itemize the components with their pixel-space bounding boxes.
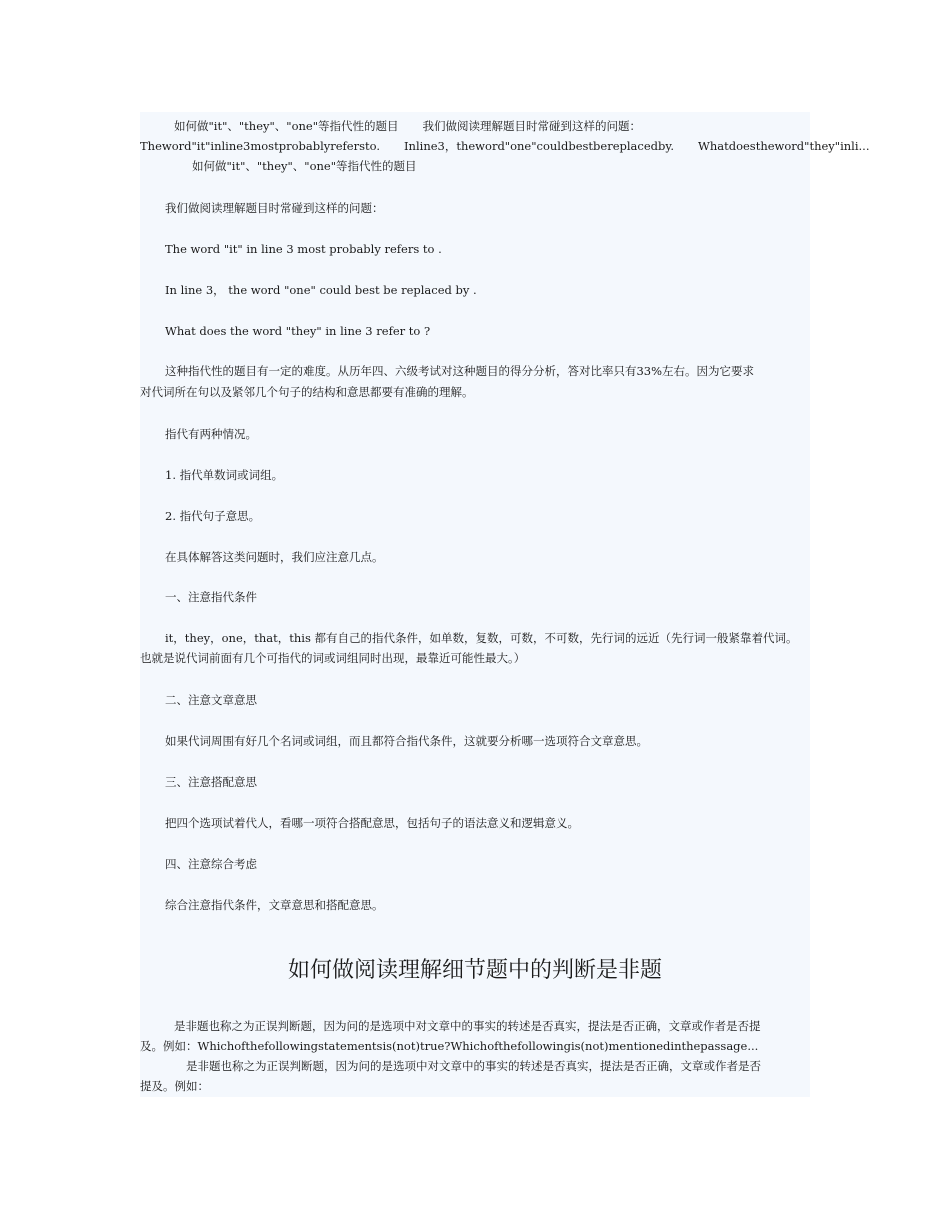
article1-example-it: The word "it" in line 3 most probably refers to . [165,242,442,256]
summary-line-2 [140,138,869,154]
article1-tip1-body-line-1: it，they，one，that，this 都有自己的指代条件，如单数，复数，可数，不可数，先行词的远近（先行词一般紧靠着代词。 [165,631,798,645]
article1-difficulty-line-2: 对代词所在句以及紧邻几个句子的结构和意思都要有准确的理解。 [140,385,474,399]
article1-case-2: 2. 指代句子意思。 [165,509,261,523]
article1-paragraph-1: 我们做阅读理解题目时常碰到这样的问题： [165,201,384,215]
article1-tip4-body: 综合注意指代条件，文章意思和搭配意思。 [165,898,384,912]
article-container [140,112,870,1097]
article1-example-one: In line 3， the word "one" could best be replaced by . [165,283,477,297]
article2-summary-line-2: 及。例如：Whichofthefollowingstatementsis(not)true?Whichofthefollowingis(not)mentionedinthepassage... [140,1039,759,1053]
article1-difficulty-line-1: 这种指代性的题目有一定的难度。从历年四、六级考试对这种题目的得分分析，答对比率只有33%左右。因为它要求 [165,364,755,378]
article1-tip3-heading: 三、注意搭配意思 [165,775,257,789]
article2-body-line-2: 提及。例如： [140,1079,209,1093]
article1-tip2-body: 如果代词周围有好几个名词或词组，而且都符合指代条件，这就要分析哪一选项符合文章意思。 [165,734,648,748]
summary-intro: 我们做阅读理解题目时常碰到这样的问题： [422,119,642,133]
article1-tip1-body-line-2: 也就是说代词前面有几个可指代的词或词组同时出现，最靠近可能性最大。） [140,651,526,665]
article1-tips-intro: 在具体解答这类问题时，我们应注意几点。 [165,550,384,564]
summary-title: 如何做"it"、"they"、"one"等指代性的题目 [174,119,399,133]
summary-example-2: Inline3，theword"one"couldbestbereplacedby. [404,139,674,153]
article1-example-they: What does the word "they" in line 3 refer to ? [165,324,431,338]
article1-tip1-heading: 一、注意指代条件 [165,590,257,604]
article2-body-line-1: 是非题也称之为正误判断题，因为问的是选项中对文章中的事实的转述是否真实，提法是否正确，文章或作者是否 [186,1059,761,1073]
article1-tip3-body: 把四个选项试着代人，看哪一项符合搭配意思，包括句子的语法意义和逻辑意义。 [165,816,579,830]
article1-tip4-heading: 四、注意综合考虑 [165,857,257,871]
article1-title: 如何做"it"、"they"、"one"等指代性的题目 [192,159,417,173]
article1-case-1: 1. 指代单数词或词组。 [165,468,284,482]
article1-cases-intro: 指代有两种情况。 [165,427,257,441]
summary-line-1 [174,118,641,134]
summary-example-3: Whatdoestheword"they"inli... [698,139,870,153]
summary-example-1: Theword"it"inline3mostprobablyrefersto. [140,139,381,153]
article1-tip2-heading: 二、注意文章意思 [165,693,257,707]
article2-title: 如何做阅读理解细节题中的判断是非题 [287,958,662,983]
article2-summary-line-1: 是非题也称之为正误判断题，因为问的是选项中对文章中的事实的转述是否真实，提法是否正确，文章或作者是否提 [174,1019,761,1033]
